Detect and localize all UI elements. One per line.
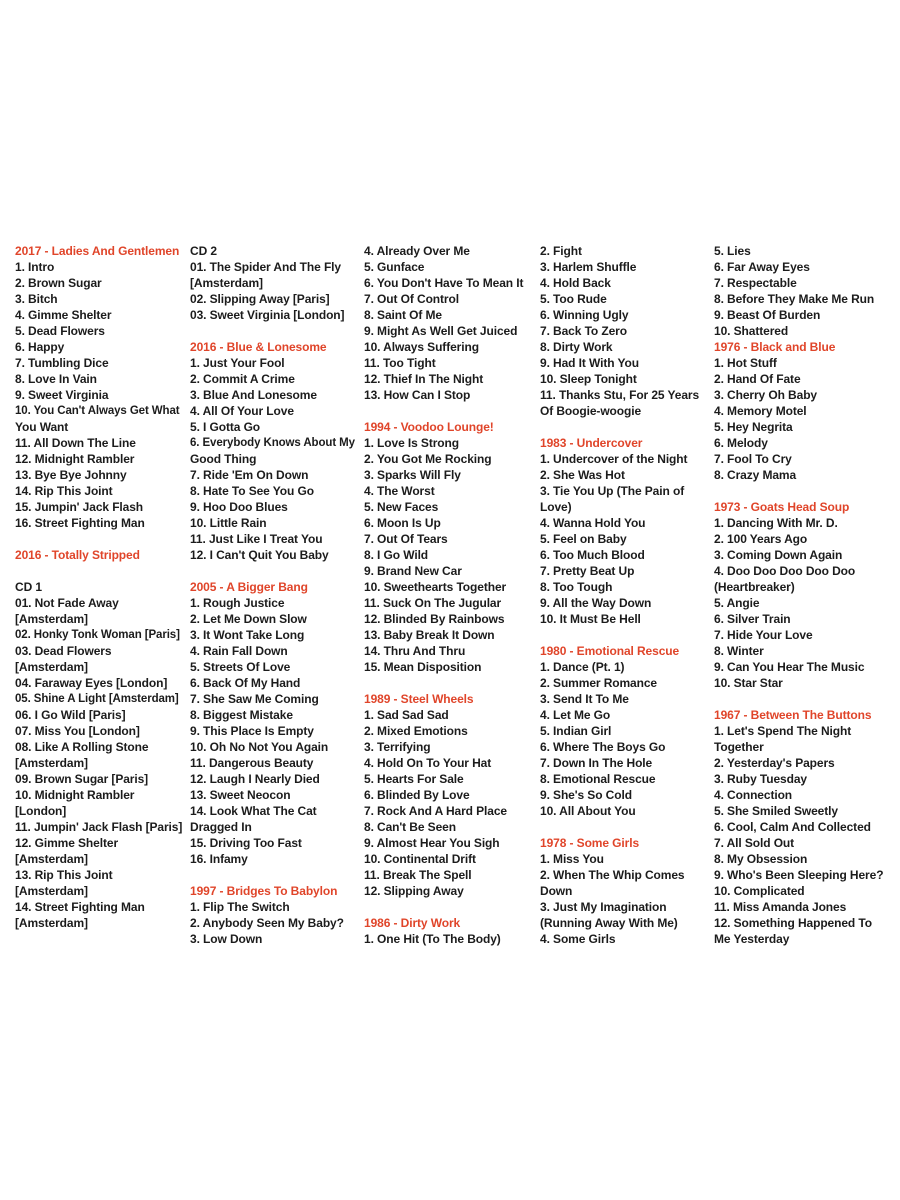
track-item: 6. Winning Ugly (540, 308, 629, 322)
tracklist-page (0, 243, 900, 963)
track-item: 2. You Got Me Rocking (364, 452, 492, 466)
track-item: 12. Laugh I Nearly Died (190, 772, 320, 786)
track-item: 12. Something Happened To (714, 916, 872, 930)
track-item: Love) (540, 500, 572, 514)
track-item: Dragged In (190, 820, 252, 834)
track-item: 8. Saint Of Me (364, 308, 442, 322)
track-item: 06. I Go Wild [Paris] (15, 708, 126, 722)
spacer (540, 419, 708, 435)
track-item: [Amsterdam] (15, 756, 88, 770)
track-item: 1. Rough Justice (190, 596, 285, 610)
track-item: [Amsterdam] (15, 916, 88, 930)
track-item: 2. She Was Hot (540, 468, 625, 482)
track-item: 10. Shattered (714, 324, 789, 338)
track-item: 4. Rain Fall Down (190, 644, 288, 658)
track-item: 03. Dead Flowers (15, 644, 112, 658)
track-item: CD 2 (190, 244, 217, 258)
track-item: CD 1 (15, 580, 42, 594)
track-item: 8. Can't Be Seen (364, 820, 456, 834)
track-item: 9. Almost Hear You Sigh (364, 836, 500, 850)
track-item: 1. Just Your Fool (190, 356, 285, 370)
track-item: 2. When The Whip Comes (540, 868, 685, 882)
track-item: 3. Sparks Will Fly (364, 468, 461, 482)
track-item: 7. Out Of Tears (364, 532, 448, 546)
spacer (714, 691, 890, 707)
track-item: 14. Look What The Cat (190, 804, 317, 818)
track-item: 13. Sweet Neocon (190, 788, 291, 802)
album-heading: 1994 - Voodoo Lounge! (364, 420, 494, 434)
track-item: 02. Slipping Away [Paris] (190, 292, 330, 306)
track-item: 9. Can You Hear The Music (714, 660, 865, 674)
spacer (540, 627, 708, 643)
track-item: 9. Beast Of Burden (714, 308, 821, 322)
track-item: 7. Hide Your Love (714, 628, 813, 642)
track-item: 9. Had It With You (540, 356, 639, 370)
track-item: 05. Shine A Light [Amsterdam] (15, 693, 179, 705)
track-item: 1. One Hit (To The Body) (364, 932, 501, 946)
track-item: 9. Sweet Virginia (15, 388, 109, 402)
track-item: 8. Emotional Rescue (540, 772, 656, 786)
album-heading: 1976 - Black and Blue (714, 340, 836, 354)
track-item: 3. Bitch (15, 292, 58, 306)
track-item: 5. She Smiled Sweetly (714, 804, 838, 818)
track-item: 12. I Can't Quit You Baby (190, 548, 329, 562)
track-item: 6. Melody (714, 436, 768, 450)
track-item: 2. Commit A Crime (190, 372, 295, 386)
track-item: 5. Streets Of Love (190, 660, 291, 674)
track-item: 7. Fool To Cry (714, 452, 792, 466)
track-item: 4. Connection (714, 788, 793, 802)
track-item: 10. Complicated (714, 884, 805, 898)
track-item: 6. Far Away Eyes (714, 260, 810, 274)
track-item: 8. Dirty Work (540, 340, 613, 354)
track-item: 6. Happy (15, 340, 65, 354)
track-item: Of Boogie-woogie (540, 404, 642, 418)
track-item: 04. Faraway Eyes [London] (15, 676, 168, 690)
track-item: 6. You Don't Have To Mean It (364, 276, 524, 290)
track-item: 4. Memory Motel (714, 404, 807, 418)
track-item: 9. All the Way Down (540, 596, 652, 610)
track-item: 01. The Spider And The Fly (190, 260, 341, 274)
track-item: 15. Driving Too Fast (190, 836, 302, 850)
track-item: 5. Angie (714, 596, 760, 610)
track-item: [Amsterdam] (15, 852, 88, 866)
track-item: 2. Yesterday's Papers (714, 756, 835, 770)
track-item: 7. She Saw Me Coming (190, 692, 319, 706)
album-heading: 2005 - A Bigger Bang (190, 580, 308, 594)
track-item: 7. Tumbling Dice (15, 356, 109, 370)
track-item: 6. Everybody Knows About My (190, 437, 355, 449)
track-item: 01. Not Fade Away (15, 596, 119, 610)
spacer (190, 563, 358, 579)
column-1 (15, 243, 183, 931)
track-item: 10. Star Star (714, 676, 783, 690)
track-item: 13. Baby Break It Down (364, 628, 495, 642)
track-item: 4. All Of Your Love (190, 404, 294, 418)
track-item: 5. Dead Flowers (15, 324, 105, 338)
spacer (714, 483, 890, 499)
track-item: 1. Flip The Switch (190, 900, 290, 914)
album-heading: 1983 - Undercover (540, 436, 643, 450)
track-item: 3. Cherry Oh Baby (714, 388, 818, 402)
track-item: Together (714, 740, 764, 754)
track-item: 7. Rock And A Hard Place (364, 804, 507, 818)
track-item: 1. Intro (15, 260, 55, 274)
track-item: 07. Miss You [London] (15, 724, 140, 738)
track-item: 1. Dancing With Mr. D. (714, 516, 838, 530)
track-item: 3. Tie You Up (The Pain of (540, 484, 685, 498)
track-item: 8. Hate To See You Go (190, 484, 314, 498)
track-item: 4. Wanna Hold You (540, 516, 646, 530)
track-item: 11. Suck On The Jugular (364, 596, 502, 610)
track-item: 3. Ruby Tuesday (714, 772, 807, 786)
track-item: 8. Too Tough (540, 580, 613, 594)
track-item: 3. Terrifying (364, 740, 431, 754)
track-item: 10. All About You (540, 804, 636, 818)
track-item: 2. Hand Of Fate (714, 372, 801, 386)
track-item: 8. My Obsession (714, 852, 808, 866)
column-5 (714, 243, 890, 947)
album-heading: 1980 - Emotional Rescue (540, 644, 680, 658)
spacer (364, 403, 532, 419)
album-heading: 1973 - Goats Head Soup (714, 500, 850, 514)
album-heading: 2016 - Blue & Lonesome (190, 340, 327, 354)
album-heading: 1978 - Some Girls (540, 836, 640, 850)
track-item: 3. Just My Imagination (540, 900, 667, 914)
track-item: 5. Hearts For Sale (364, 772, 464, 786)
track-item: 2. Brown Sugar (15, 276, 102, 290)
track-item: 11. Miss Amanda Jones (714, 900, 847, 914)
album-heading: 1989 - Steel Wheels (364, 692, 474, 706)
track-item: 1. Sad Sad Sad (364, 708, 449, 722)
album-heading: 1967 - Between The Buttons (714, 708, 872, 722)
spacer (364, 675, 532, 691)
track-item: 5. Hey Negrita (714, 420, 793, 434)
track-item: 4. Hold On To Your Hat (364, 756, 492, 770)
track-item: 11. Just Like I Treat You (190, 532, 323, 546)
track-item: 8. Love In Vain (15, 372, 97, 386)
track-item: 11. Break The Spell (364, 868, 472, 882)
track-item: 8. Crazy Mama (714, 468, 797, 482)
track-item: 15. Jumpin' Jack Flash (15, 500, 144, 514)
track-item: 14. Rip This Joint (15, 484, 113, 498)
track-item: 9. This Place Is Empty (190, 724, 314, 738)
track-item: 9. She's So Cold (540, 788, 632, 802)
track-item: 7. All Sold Out (714, 836, 795, 850)
track-item: 4. Some Girls (540, 932, 616, 946)
track-item: 10. Oh No Not You Again (190, 740, 329, 754)
track-item: 6. Moon Is Up (364, 516, 441, 530)
track-item: 7. Respectable (714, 276, 797, 290)
track-item: 08. Like A Rolling Stone (15, 740, 149, 754)
spacer (190, 867, 358, 883)
track-item: Me Yesterday (714, 932, 790, 946)
track-item: 7. Back To Zero (540, 324, 627, 338)
track-item: 9. Brand New Car (364, 564, 462, 578)
track-item: 6. Silver Train (714, 612, 791, 626)
track-item: [Amsterdam] (15, 612, 88, 626)
track-item: 15. Mean Disposition (364, 660, 482, 674)
track-item: [London] (15, 804, 67, 818)
track-item: 7. Out Of Control (364, 292, 459, 306)
track-item: 10. Midnight Rambler (15, 788, 135, 802)
track-item: 9. Who's Been Sleeping Here? (714, 868, 884, 882)
track-item: 1. Dance (Pt. 1) (540, 660, 625, 674)
track-item: Good Thing (190, 452, 257, 466)
track-item: 11. Too Tight (364, 356, 436, 370)
track-item: 5. Gunface (364, 260, 425, 274)
spacer (15, 531, 183, 547)
track-item: 2. Summer Romance (540, 676, 658, 690)
track-item: [Amsterdam] (15, 660, 88, 674)
track-item: 13. How Can I Stop (364, 388, 471, 402)
track-item: 14. Thru And Thru (364, 644, 466, 658)
track-item: 7. Pretty Beat Up (540, 564, 635, 578)
track-item: 13. Bye Bye Johnny (15, 468, 127, 482)
track-item: 3. Blue And Lonesome (190, 388, 317, 402)
track-item: 8. Winter (714, 644, 764, 658)
album-heading: 2017 - Ladies And Gentlemen (15, 244, 180, 258)
track-item: 5. Lies (714, 244, 751, 258)
track-item: 10. Little Rain (190, 516, 267, 530)
track-item: 2. 100 Years Ago (714, 532, 808, 546)
track-item: [Amsterdam] (190, 276, 263, 290)
track-item: 11. All Down The Line (15, 436, 136, 450)
track-item: [Amsterdam] (15, 884, 88, 898)
track-item: 4. Let Me Go (540, 708, 611, 722)
track-item: 12. Thief In The Night (364, 372, 484, 386)
track-item: 3. Coming Down Again (714, 548, 843, 562)
track-item: 1. Hot Stuff (714, 356, 777, 370)
track-item: 6. Where The Boys Go (540, 740, 666, 754)
track-item: 5. Indian Girl (540, 724, 612, 738)
track-item: 10. Sleep Tonight (540, 372, 637, 386)
track-item: 4. Doo Doo Doo Doo Doo (714, 564, 856, 578)
track-item: 8. Before They Make Me Run (714, 292, 875, 306)
track-item: 5. New Faces (364, 500, 439, 514)
track-item: 12. Blinded By Rainbows (364, 612, 505, 626)
track-item: 1. Undercover of the Night (540, 452, 688, 466)
spacer (364, 899, 532, 915)
track-item: 1. Let's Spend The Night (714, 724, 852, 738)
track-item: 10. Continental Drift (364, 852, 476, 866)
track-item: 09. Brown Sugar [Paris] (15, 772, 149, 786)
track-item: 13. Rip This Joint (15, 868, 113, 882)
track-item: 12. Slipping Away (364, 884, 464, 898)
album-heading: 1986 - Dirty Work (364, 916, 461, 930)
track-item: 14. Street Fighting Man (15, 900, 145, 914)
track-item: (Running Away With Me) (540, 916, 678, 930)
track-item: 3. Harlem Shuffle (540, 260, 637, 274)
track-item: 2. Mixed Emotions (364, 724, 468, 738)
spacer (540, 819, 708, 835)
track-item: 10. It Must Be Hell (540, 612, 641, 626)
track-item: You Want (15, 420, 69, 434)
track-item: 2. Let Me Down Slow (190, 612, 307, 626)
track-item: 1. Love Is Strong (364, 436, 459, 450)
track-item: 16. Street Fighting Man (15, 516, 145, 530)
track-item: 8. I Go Wild (364, 548, 429, 562)
column-4 (540, 243, 708, 947)
track-item: 8. Biggest Mistake (190, 708, 293, 722)
track-item: 4. Hold Back (540, 276, 611, 290)
track-item: 6. Too Much Blood (540, 548, 645, 562)
track-item: 6. Cool, Calm And Collected (714, 820, 871, 834)
track-item: 9. Hoo Doo Blues (190, 500, 288, 514)
spacer (190, 323, 358, 339)
track-item: 4. Already Over Me (364, 244, 470, 258)
track-item: 5. Feel on Baby (540, 532, 627, 546)
column-2 (190, 243, 358, 947)
track-item: 02. Honky Tonk Woman [Paris] (15, 629, 180, 641)
track-item: Down (540, 884, 573, 898)
track-item: 3. Low Down (190, 932, 263, 946)
track-item: 11. Jumpin' Jack Flash [Paris] (15, 820, 183, 834)
spacer (15, 563, 183, 579)
track-item: 6. Blinded By Love (364, 788, 470, 802)
track-item: 10. Always Suffering (364, 340, 479, 354)
track-item: 03. Sweet Virginia [London] (190, 308, 345, 322)
column-3 (364, 243, 532, 947)
track-item: 9. Might As Well Get Juiced (364, 324, 518, 338)
track-item: 5. I Gotta Go (190, 420, 261, 434)
album-heading: 1997 - Bridges To Babylon (190, 884, 338, 898)
track-item: (Heartbreaker) (714, 580, 795, 594)
track-item: 6. Back Of My Hand (190, 676, 301, 690)
track-item: 11. Dangerous Beauty (190, 756, 314, 770)
track-item: 3. It Wont Take Long (190, 628, 305, 642)
track-item: 10. You Can't Always Get What (15, 405, 180, 417)
track-item: 12. Midnight Rambler (15, 452, 135, 466)
track-item: 1. Miss You (540, 852, 604, 866)
album-heading: 2016 - Totally Stripped (15, 548, 140, 562)
track-item: 2. Anybody Seen My Baby? (190, 916, 344, 930)
track-item: 16. Infamy (190, 852, 248, 866)
track-item: 10. Sweethearts Together (364, 580, 507, 594)
track-item: 7. Down In The Hole (540, 756, 653, 770)
track-item: 2. Fight (540, 244, 582, 258)
track-item: 5. Too Rude (540, 292, 607, 306)
track-item: 3. Send It To Me (540, 692, 629, 706)
track-item: 12. Gimme Shelter (15, 836, 119, 850)
track-item: 11. Thanks Stu, For 25 Years (540, 388, 700, 402)
track-item: 4. The Worst (364, 484, 435, 498)
track-item: 4. Gimme Shelter (15, 308, 112, 322)
track-item: 7. Ride 'Em On Down (190, 468, 309, 482)
